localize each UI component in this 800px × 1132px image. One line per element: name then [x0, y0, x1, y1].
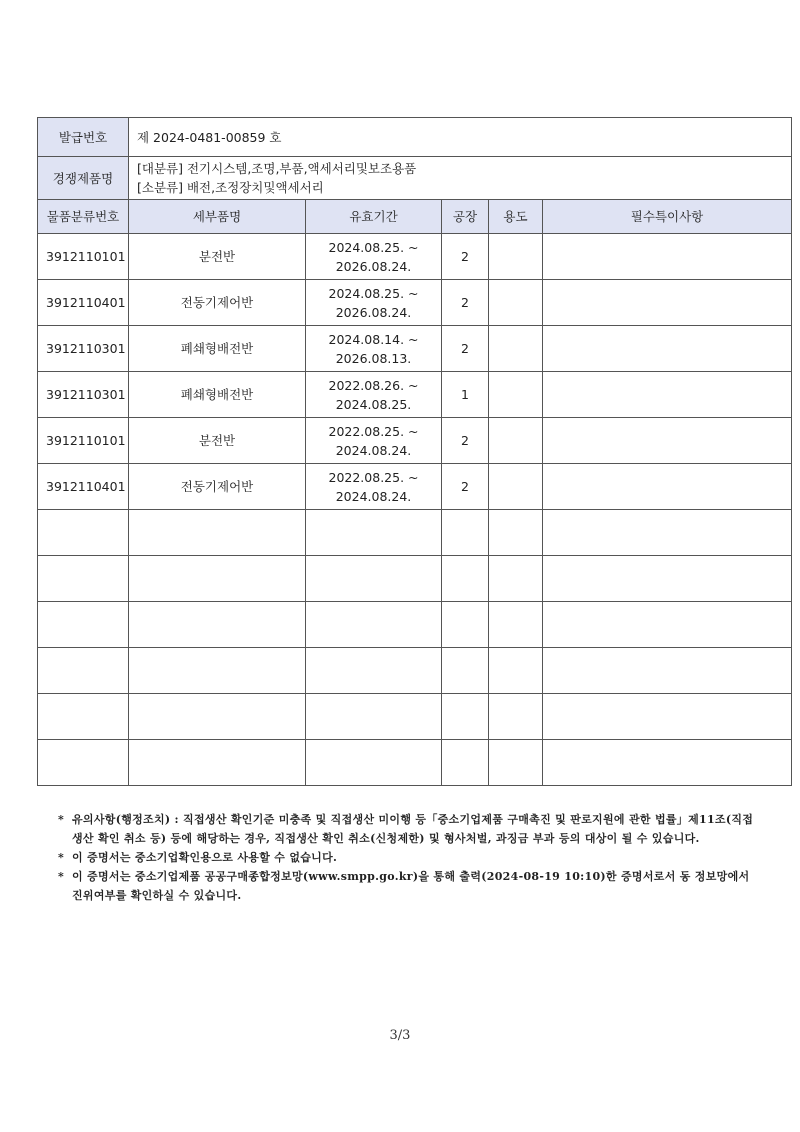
special-notes-cell — [543, 280, 792, 326]
item-name-cell — [129, 326, 306, 372]
factory-cell — [442, 234, 489, 280]
issue-number-value: 제 2024-0481-00859 호 — [129, 118, 792, 157]
item-name-cell — [129, 556, 306, 602]
special-notes-cell — [543, 464, 792, 510]
usage-cell — [489, 740, 543, 786]
validity-period-text: 2024.08.24. — [335, 442, 412, 458]
special-notes-cell — [543, 694, 792, 740]
item-name-text: 전동기제어반 — [180, 479, 254, 494]
table-header-row — [38, 200, 792, 234]
table-row — [38, 510, 792, 556]
special-notes-cell — [543, 510, 792, 556]
item-code-cell — [38, 740, 129, 786]
validity-period-text: 2024.08.25. ~ — [328, 285, 419, 301]
factory-cell — [442, 602, 489, 648]
item-code-cell — [38, 280, 129, 326]
item-name-cell — [129, 694, 306, 740]
item-name-text: 폐쇄형배전반 — [180, 341, 254, 356]
item-name-text: 분전반 — [198, 433, 236, 448]
validity-period-cell — [306, 418, 442, 464]
special-notes-cell — [543, 556, 792, 602]
competing-product-row — [38, 157, 792, 200]
usage-cell — [489, 372, 543, 418]
note-text: 이 증명서는 중소기업확인용으로 사용할 수 없습니다. — [72, 851, 338, 864]
table-row — [38, 326, 792, 372]
validity-period-text: 2024.08.24. — [335, 488, 412, 504]
table-row — [38, 280, 792, 326]
competing-product-value — [129, 157, 792, 200]
competing-minor-category: [소분류] 배전,조정장치및액세서리 — [137, 180, 324, 195]
factory-cell — [442, 556, 489, 602]
validity-period-cell — [306, 326, 442, 372]
item-name-cell — [129, 234, 306, 280]
factory-text: 1 — [461, 387, 469, 402]
item-name-cell — [129, 372, 306, 418]
validity-period-cell — [306, 648, 442, 694]
factory-text: 2 — [461, 249, 469, 264]
factory-text: 2 — [461, 341, 469, 356]
item-code-text: 3912110401 — [46, 479, 126, 494]
factory-text: 2 — [461, 479, 469, 494]
issue-number-row — [38, 118, 792, 157]
certificate-table — [37, 117, 792, 786]
validity-period-text: 2024.08.14. ~ — [328, 331, 419, 347]
item-code-text: 3912110101 — [46, 433, 126, 448]
usage-cell — [489, 418, 543, 464]
validity-period-cell — [306, 694, 442, 740]
table-row — [38, 740, 792, 786]
item-name-text: 전동기제어반 — [180, 295, 254, 310]
note-usage-restriction — [58, 848, 758, 867]
header-item-name: 세부품명 — [129, 200, 306, 234]
item-code-cell — [38, 326, 129, 372]
header-factory: 공장 — [442, 200, 489, 234]
item-code-cell — [38, 694, 129, 740]
factory-text: 2 — [461, 295, 469, 310]
usage-cell — [489, 464, 543, 510]
note-text: 유의사항(행정조치) : 직접생산 확인기준 미충족 및 직접생산 미이행 등「중소기업제품 구매촉진 및 판로지원에 관한 법률」제11조(직접생산 확인 취소 등) 등에 해당하는 경우, 직접생산 확인 취소(신청제한) 및 형사처벌, 과징금 부과 등의 대상이 될 수 있습니다. — [72, 813, 754, 845]
item-code-cell — [38, 510, 129, 556]
item-name-cell — [129, 280, 306, 326]
header-item-code: 물품분류번호 — [38, 200, 129, 234]
validity-period-cell — [306, 372, 442, 418]
special-notes-cell — [543, 234, 792, 280]
issue-number-label: 발급번호 — [38, 118, 129, 157]
validity-period-cell — [306, 556, 442, 602]
validity-period-cell — [306, 740, 442, 786]
table-row — [38, 464, 792, 510]
item-name-cell — [129, 510, 306, 556]
item-name-cell — [129, 418, 306, 464]
factory-cell — [442, 326, 489, 372]
item-code-cell — [38, 464, 129, 510]
validity-period-cell — [306, 510, 442, 556]
usage-cell — [489, 234, 543, 280]
usage-cell — [489, 694, 543, 740]
note-administrative-action — [58, 810, 758, 848]
validity-period-text: 2024.08.25. ~ — [328, 239, 419, 255]
item-code-cell — [38, 556, 129, 602]
usage-cell — [489, 648, 543, 694]
table-row — [38, 372, 792, 418]
table-row — [38, 602, 792, 648]
note-text: 이 증명서는 중소기업제품 공공구매종합정보망(www.smpp.go.kr)을 통해 출력(2024-08-19 10:10)한 증명서로서 동 정보망에서 진위여부를 확인하실 수 있습니다. — [72, 870, 750, 902]
special-notes-cell — [543, 418, 792, 464]
factory-cell — [442, 740, 489, 786]
note-verification — [58, 867, 758, 905]
validity-period-cell — [306, 464, 442, 510]
item-code-cell — [38, 234, 129, 280]
header-validity-period: 유효기간 — [306, 200, 442, 234]
item-code-text: 3912110301 — [46, 387, 126, 402]
item-name-text: 폐쇄형배전반 — [180, 387, 254, 402]
special-notes-cell — [543, 326, 792, 372]
note-bullet: * — [58, 813, 65, 826]
item-code-text: 3912110101 — [46, 249, 126, 264]
item-code-cell — [38, 418, 129, 464]
factory-cell — [442, 694, 489, 740]
special-notes-cell — [543, 602, 792, 648]
usage-cell — [489, 556, 543, 602]
header-special-notes: 필수특이사항 — [543, 200, 792, 234]
validity-period-text: 2022.08.25. ~ — [328, 423, 419, 439]
special-notes-cell — [543, 648, 792, 694]
item-code-cell — [38, 648, 129, 694]
validity-period-text: 2026.08.13. — [335, 350, 412, 366]
factory-cell — [442, 372, 489, 418]
validity-period-cell — [306, 602, 442, 648]
factory-cell — [442, 280, 489, 326]
item-code-text: 3912110301 — [46, 341, 126, 356]
item-name-text: 분전반 — [198, 249, 236, 264]
table-row — [38, 648, 792, 694]
factory-cell — [442, 418, 489, 464]
factory-cell — [442, 464, 489, 510]
item-name-cell — [129, 602, 306, 648]
validity-period-text: 2022.08.26. ~ — [328, 377, 419, 393]
validity-period-text: 2026.08.24. — [335, 258, 412, 274]
table-row — [38, 694, 792, 740]
item-code-text: 3912110401 — [46, 295, 126, 310]
factory-cell — [442, 648, 489, 694]
factory-text: 2 — [461, 433, 469, 448]
validity-period-text: 2022.08.25. ~ — [328, 469, 419, 485]
validity-period-text: 2026.08.24. — [335, 304, 412, 320]
special-notes-cell — [543, 740, 792, 786]
competing-product-label: 경쟁제품명 — [38, 157, 129, 200]
header-usage: 용도 — [489, 200, 543, 234]
note-bullet: * — [58, 851, 65, 864]
factory-cell — [442, 510, 489, 556]
item-name-cell — [129, 648, 306, 694]
page-number: 3/3 — [389, 1028, 411, 1043]
usage-cell — [489, 280, 543, 326]
special-notes-cell — [543, 372, 792, 418]
usage-cell — [489, 326, 543, 372]
competing-major-category: [대분류] 전기시스템,조명,부품,액세서리및보조용품 — [137, 161, 417, 176]
usage-cell — [489, 602, 543, 648]
usage-cell — [489, 510, 543, 556]
validity-period-cell — [306, 234, 442, 280]
table-row — [38, 418, 792, 464]
item-code-cell — [38, 602, 129, 648]
notes-section — [58, 810, 758, 905]
item-name-cell — [129, 740, 306, 786]
validity-period-cell — [306, 280, 442, 326]
note-bullet: * — [58, 870, 65, 883]
validity-period-text: 2024.08.25. — [335, 396, 412, 412]
item-name-cell — [129, 464, 306, 510]
item-code-cell — [38, 372, 129, 418]
table-row — [38, 556, 792, 602]
table-row — [38, 234, 792, 280]
